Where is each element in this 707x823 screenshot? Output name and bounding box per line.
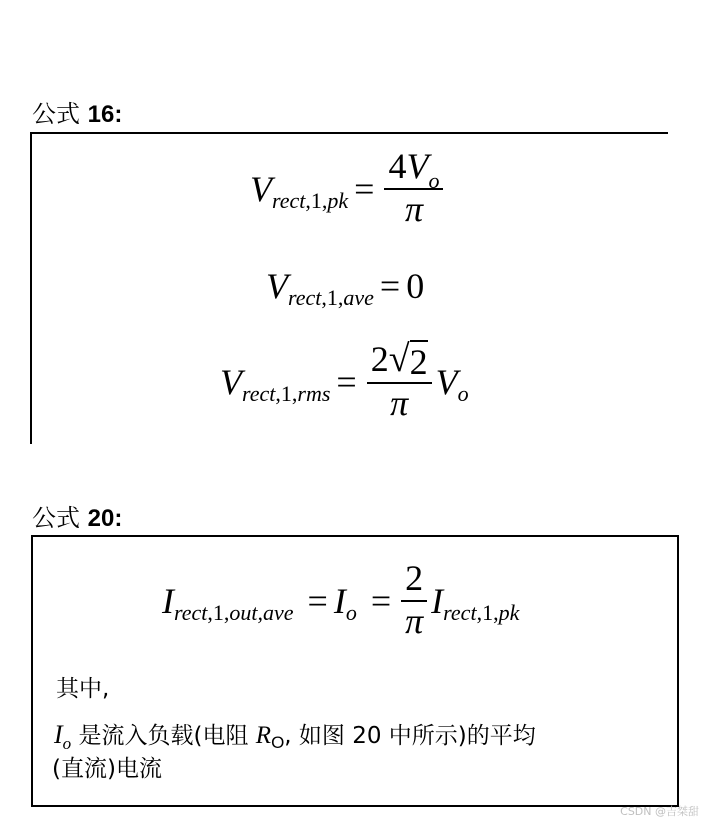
eq2-lhs-var: V bbox=[266, 266, 288, 306]
desc-resistor-sub: O bbox=[271, 733, 285, 752]
eq20-rhs-var: I bbox=[431, 580, 444, 621]
eq2-rhs: 0 bbox=[406, 266, 425, 306]
desc-text-1: 是流入负载(电阻 bbox=[78, 723, 249, 749]
eq3-equals: = bbox=[336, 361, 357, 402]
eq3-lhs-var: V bbox=[220, 361, 242, 402]
eq20-lhs-sub: rect,1,out,ave bbox=[174, 599, 294, 625]
eq3-num-coef: 2 bbox=[370, 339, 389, 380]
desc-resistor-var: R bbox=[255, 722, 272, 749]
eq2-lhs-sub: rect,1,ave bbox=[288, 285, 374, 310]
eq1-den: π bbox=[404, 188, 423, 229]
eq1-fraction bbox=[384, 148, 443, 229]
eq1-lhs-var: V bbox=[250, 168, 272, 209]
eq1-num-sub: o bbox=[428, 168, 440, 193]
desc-var: I bbox=[54, 720, 63, 749]
desc-text-2: , 如图 20 中所示)的平均 bbox=[284, 723, 536, 749]
eq20-mid-var: I bbox=[333, 580, 346, 621]
formula20-label-prefix: 公式 bbox=[32, 504, 80, 532]
formula16-label-number: 16 bbox=[87, 101, 115, 128]
eq3-fraction bbox=[367, 340, 432, 424]
description-line-1 bbox=[54, 718, 536, 755]
formula20-label bbox=[32, 498, 122, 533]
eq3-den: π bbox=[390, 383, 409, 423]
eq20-equals-2: = bbox=[370, 580, 392, 621]
eq20-fraction bbox=[401, 560, 427, 641]
eq2-equals: = bbox=[379, 266, 401, 306]
where-label: 其中, bbox=[56, 676, 110, 702]
eq-vrect-pk bbox=[250, 148, 447, 229]
description-line-2: (直流)电流 bbox=[52, 756, 162, 782]
eq20-rhs-sub: rect,1,pk bbox=[443, 599, 520, 625]
eq20-equals-1: = bbox=[307, 580, 328, 621]
formula20-label-colon: : bbox=[114, 505, 123, 532]
eq3-rhs-sub: o bbox=[457, 380, 469, 406]
eq20-lhs-var: I bbox=[162, 580, 174, 621]
formula16-label bbox=[32, 94, 122, 129]
eq20-den: π bbox=[405, 600, 424, 641]
formula20-label-number: 20 bbox=[87, 505, 115, 532]
eq-vrect-ave bbox=[266, 265, 425, 310]
desc-sub: o bbox=[62, 734, 72, 753]
eq20-num: 2 bbox=[401, 560, 427, 602]
eq3-rhs-var: V bbox=[435, 361, 458, 402]
watermark: CSDN @吉桀甜 bbox=[620, 805, 699, 818]
eq20-mid-sub: o bbox=[345, 599, 357, 625]
formula16-label-prefix: 公式 bbox=[32, 100, 80, 128]
eq-vrect-rms bbox=[220, 340, 469, 424]
eq1-num-var: V bbox=[406, 146, 429, 186]
formula16-label-colon: : bbox=[114, 101, 123, 128]
eq3-lhs-sub: rect,1,rms bbox=[242, 380, 331, 406]
eq1-equals: = bbox=[354, 168, 375, 209]
eq3-sqrt: √ 2 bbox=[388, 338, 428, 382]
eq-irect-out-ave bbox=[162, 560, 519, 641]
eq1-num-coef: 4 bbox=[388, 146, 407, 186]
eq1-lhs-sub: rect,1,pk bbox=[272, 187, 349, 213]
